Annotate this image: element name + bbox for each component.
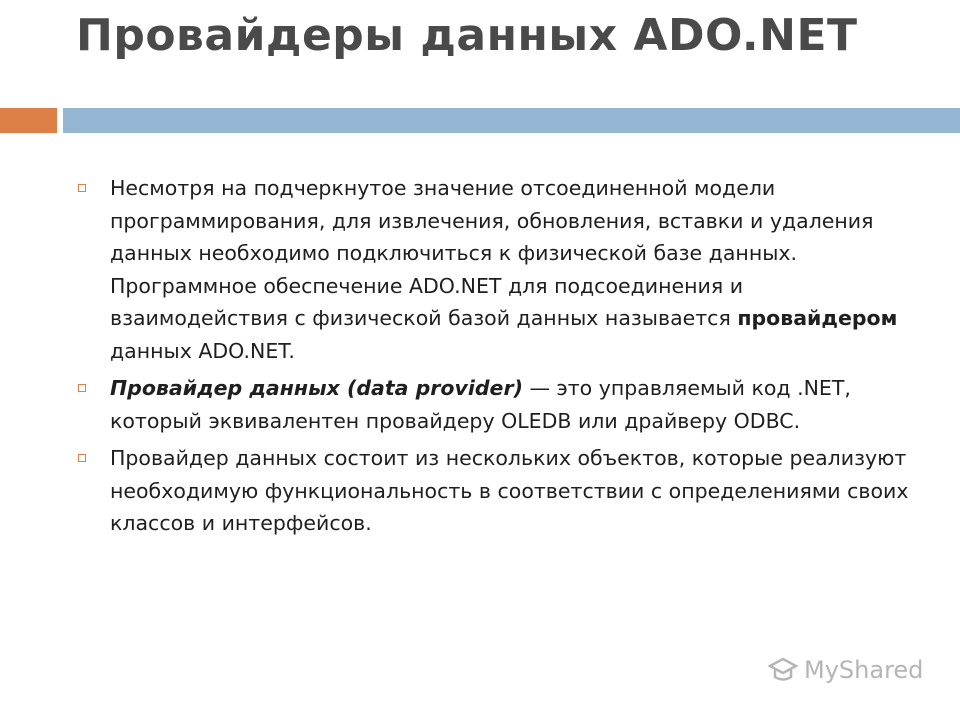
bullet-2-term: Провайдер данных (data provider) xyxy=(110,376,523,400)
watermark xyxy=(768,655,923,685)
bullet-list xyxy=(74,172,924,545)
square-bullet-icon xyxy=(78,384,86,392)
bullet-3-text: Провайдер данных состоит из нескольких объектов, которые реализуют необходимую функциональность в соответствии с определениями своих классов и интерфейсов. xyxy=(110,446,909,535)
bullet-1-bold: провайдером xyxy=(737,306,898,330)
slide-title: Провайдеры данных ADO.NET xyxy=(76,10,858,61)
bullet-1-tail: данных ADO.NET. xyxy=(110,338,295,363)
accent-bar-blue xyxy=(63,108,960,133)
watermark-text: MyShared xyxy=(804,656,924,684)
bullet-2-text: — это управляемый код .NET, который эквивалентен провайдеру OLEDB или драйверу ODBC. xyxy=(110,376,851,433)
square-bullet-icon xyxy=(78,184,86,192)
mortarboard-icon xyxy=(768,655,798,685)
accent-bar-orange xyxy=(0,108,57,133)
bullet-1-text: Несмотря на подчеркнутое значение отсоединенной модели программирования, для извлечения, обновления, вставки и удаления данных необходимо подключиться к физической базе данных. Программное обеспечение ADO.NET для подсоединения и взаимодействия с физической базой данных называется xyxy=(110,176,874,330)
square-bullet-icon xyxy=(78,454,86,462)
bullet-item-3 xyxy=(74,442,924,540)
bullet-item-2 xyxy=(74,372,924,437)
bullet-item-1 xyxy=(74,172,924,367)
